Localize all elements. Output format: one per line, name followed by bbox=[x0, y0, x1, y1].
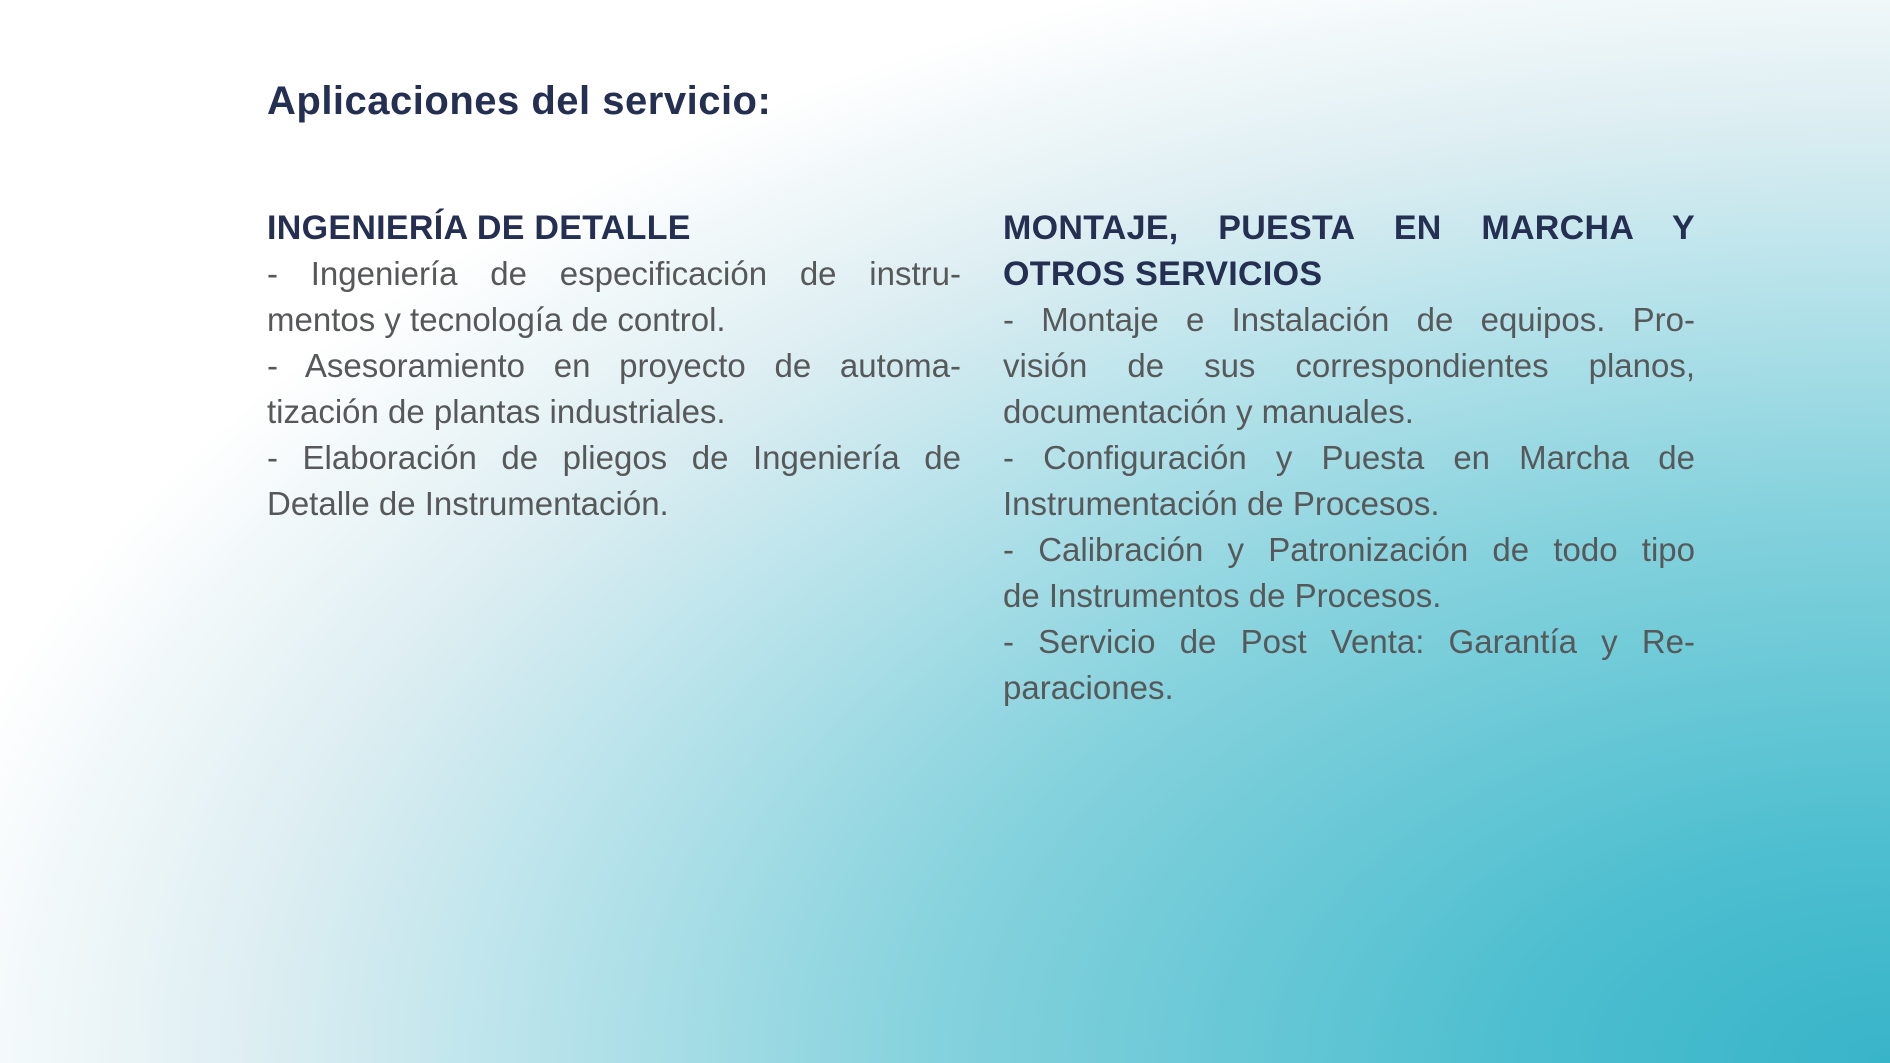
body-line: - Configuración y Puesta en Marcha de bbox=[1003, 439, 1695, 476]
body-line: visión de sus correspondientes planos, bbox=[1003, 347, 1695, 384]
body-line: mentos y tecnología de control. bbox=[267, 301, 726, 338]
body-line: Instrumentación de Procesos. bbox=[1003, 485, 1440, 522]
body-line: - Calibración y Patronización de todo tipo bbox=[1003, 531, 1695, 568]
right-column-heading-line: OTROS SERVICIOS bbox=[1003, 255, 1323, 293]
body-line: - Asesoramiento en proyecto de automa- bbox=[267, 347, 961, 384]
body-line: de Instrumentos de Procesos. bbox=[1003, 577, 1442, 614]
page-title: Aplicaciones del servicio: bbox=[267, 79, 772, 123]
body-line: - Ingeniería de especificación de instru- bbox=[267, 255, 961, 292]
right-column-heading-line: MONTAJE, PUESTA EN MARCHA Y bbox=[1003, 209, 1695, 247]
body-line: tización de plantas industriales. bbox=[267, 393, 726, 430]
left-column bbox=[267, 205, 961, 527]
body-line: - Servicio de Post Venta: Garantía y Re- bbox=[1003, 623, 1695, 660]
body-line: documentación y manuales. bbox=[1003, 393, 1414, 430]
left-column-heading: INGENIERÍA DE DETALLE bbox=[267, 209, 691, 247]
body-line: paraciones. bbox=[1003, 669, 1174, 706]
body-line: Detalle de Instrumentación. bbox=[267, 485, 669, 522]
right-column bbox=[1003, 205, 1695, 711]
body-line: - Montaje e Instalación de equipos. Pro- bbox=[1003, 301, 1695, 338]
body-line: - Elaboración de pliegos de Ingeniería de bbox=[267, 439, 961, 476]
